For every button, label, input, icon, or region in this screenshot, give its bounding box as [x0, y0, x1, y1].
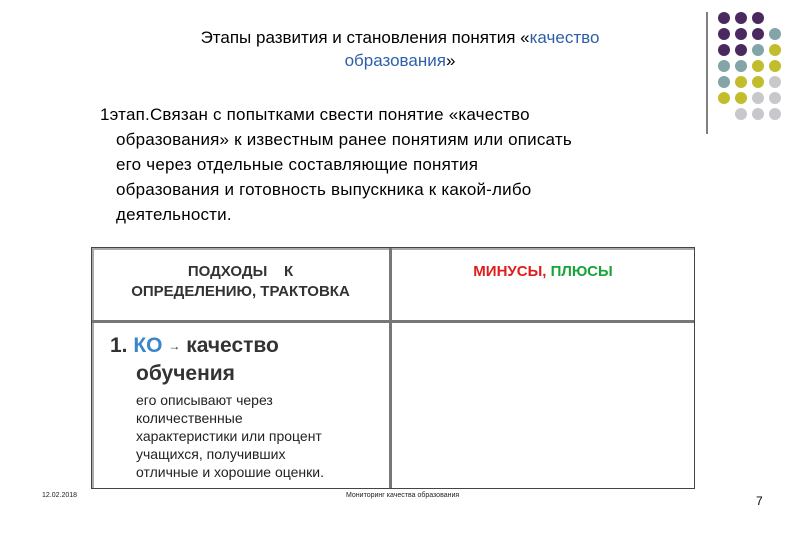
decorative-dot [735, 12, 747, 24]
decorative-dot [752, 28, 764, 40]
decorative-dot [718, 44, 730, 56]
stage-line-3: его через отдельные составляющие понятия [116, 155, 479, 174]
decorative-dot [735, 76, 747, 88]
decorative-dot [718, 12, 730, 24]
header-approaches [92, 262, 389, 302]
approach-title-part1: качество [186, 334, 279, 357]
decorative-dot [735, 108, 747, 120]
table-column-divider [389, 248, 392, 488]
title-quoted-1: качество [529, 28, 600, 47]
decorative-dot [769, 28, 781, 40]
page-number: 7 [756, 494, 763, 508]
approach-desc-line: его описывают через [136, 391, 273, 408]
title-line1: Этапы развития и становления понятия « [200, 28, 530, 47]
decorative-dot [718, 76, 730, 88]
approach-description [110, 391, 385, 481]
stage-line-5: деятельности. [116, 205, 232, 224]
header-minus: МИНУСЫ, [473, 263, 547, 280]
decorative-dot [769, 108, 781, 120]
header-plus: ПЛЮСЫ [550, 263, 613, 280]
approach-number: 1. [110, 334, 128, 357]
footer-title: Мониторинг качества образования [346, 492, 460, 499]
slide-title [120, 26, 680, 72]
stage-line-2: образования» к известным ранее понятиям или описать [116, 130, 572, 149]
footer-date: 12.02.2018 [42, 492, 78, 499]
decorative-dot [718, 60, 730, 72]
approach-desc-line: учащихся, получивших [136, 445, 286, 462]
decorative-dot [769, 60, 781, 72]
decorative-dot [735, 44, 747, 56]
decorative-dot [769, 44, 781, 56]
decorative-dot [769, 92, 781, 104]
decorative-dot [735, 92, 747, 104]
header-approaches-line2: ОПРЕДЕЛЕНИЮ, ТРАКТОВКА [131, 283, 350, 300]
header-approaches-line1: ПОДХОДЫ К [187, 263, 294, 280]
table-row-divider [92, 320, 694, 323]
decorative-vertical-line [706, 12, 708, 134]
decorative-dot [718, 28, 730, 40]
decorative-dot [752, 44, 764, 56]
decorative-dot [752, 12, 764, 24]
decorative-dot [769, 76, 781, 88]
decorative-dot [752, 60, 764, 72]
decorative-dot [735, 60, 747, 72]
approaches-table [91, 247, 695, 489]
decorative-dot [752, 92, 764, 104]
decorative-dot-grid [718, 12, 808, 122]
approach-title-part2: обучения [136, 361, 235, 385]
stage-line-1: Связан с попытками свести понятие «качество [149, 105, 530, 124]
stage-label: 1этап. [100, 105, 150, 124]
header-pros-cons [392, 262, 694, 282]
approach-ko: КО [133, 334, 163, 357]
stage-description [100, 102, 680, 227]
decorative-dot [752, 76, 764, 88]
decorative-dot [735, 28, 747, 40]
approach-desc-line: количественные [136, 409, 243, 426]
decorative-dot [718, 92, 730, 104]
arrow-icon: → [168, 338, 181, 353]
table-row [110, 332, 385, 481]
title-quoted-2: образования [344, 51, 446, 70]
approach-title [110, 332, 385, 387]
approach-desc-line: отличные и хорошие оценки. [136, 463, 324, 480]
decorative-dot [752, 108, 764, 120]
stage-line-4: образования и готовность выпускника к какой-либо [116, 180, 532, 199]
title-line2-end: » [445, 51, 456, 70]
approach-desc-line: характеристики или процент [136, 427, 322, 444]
